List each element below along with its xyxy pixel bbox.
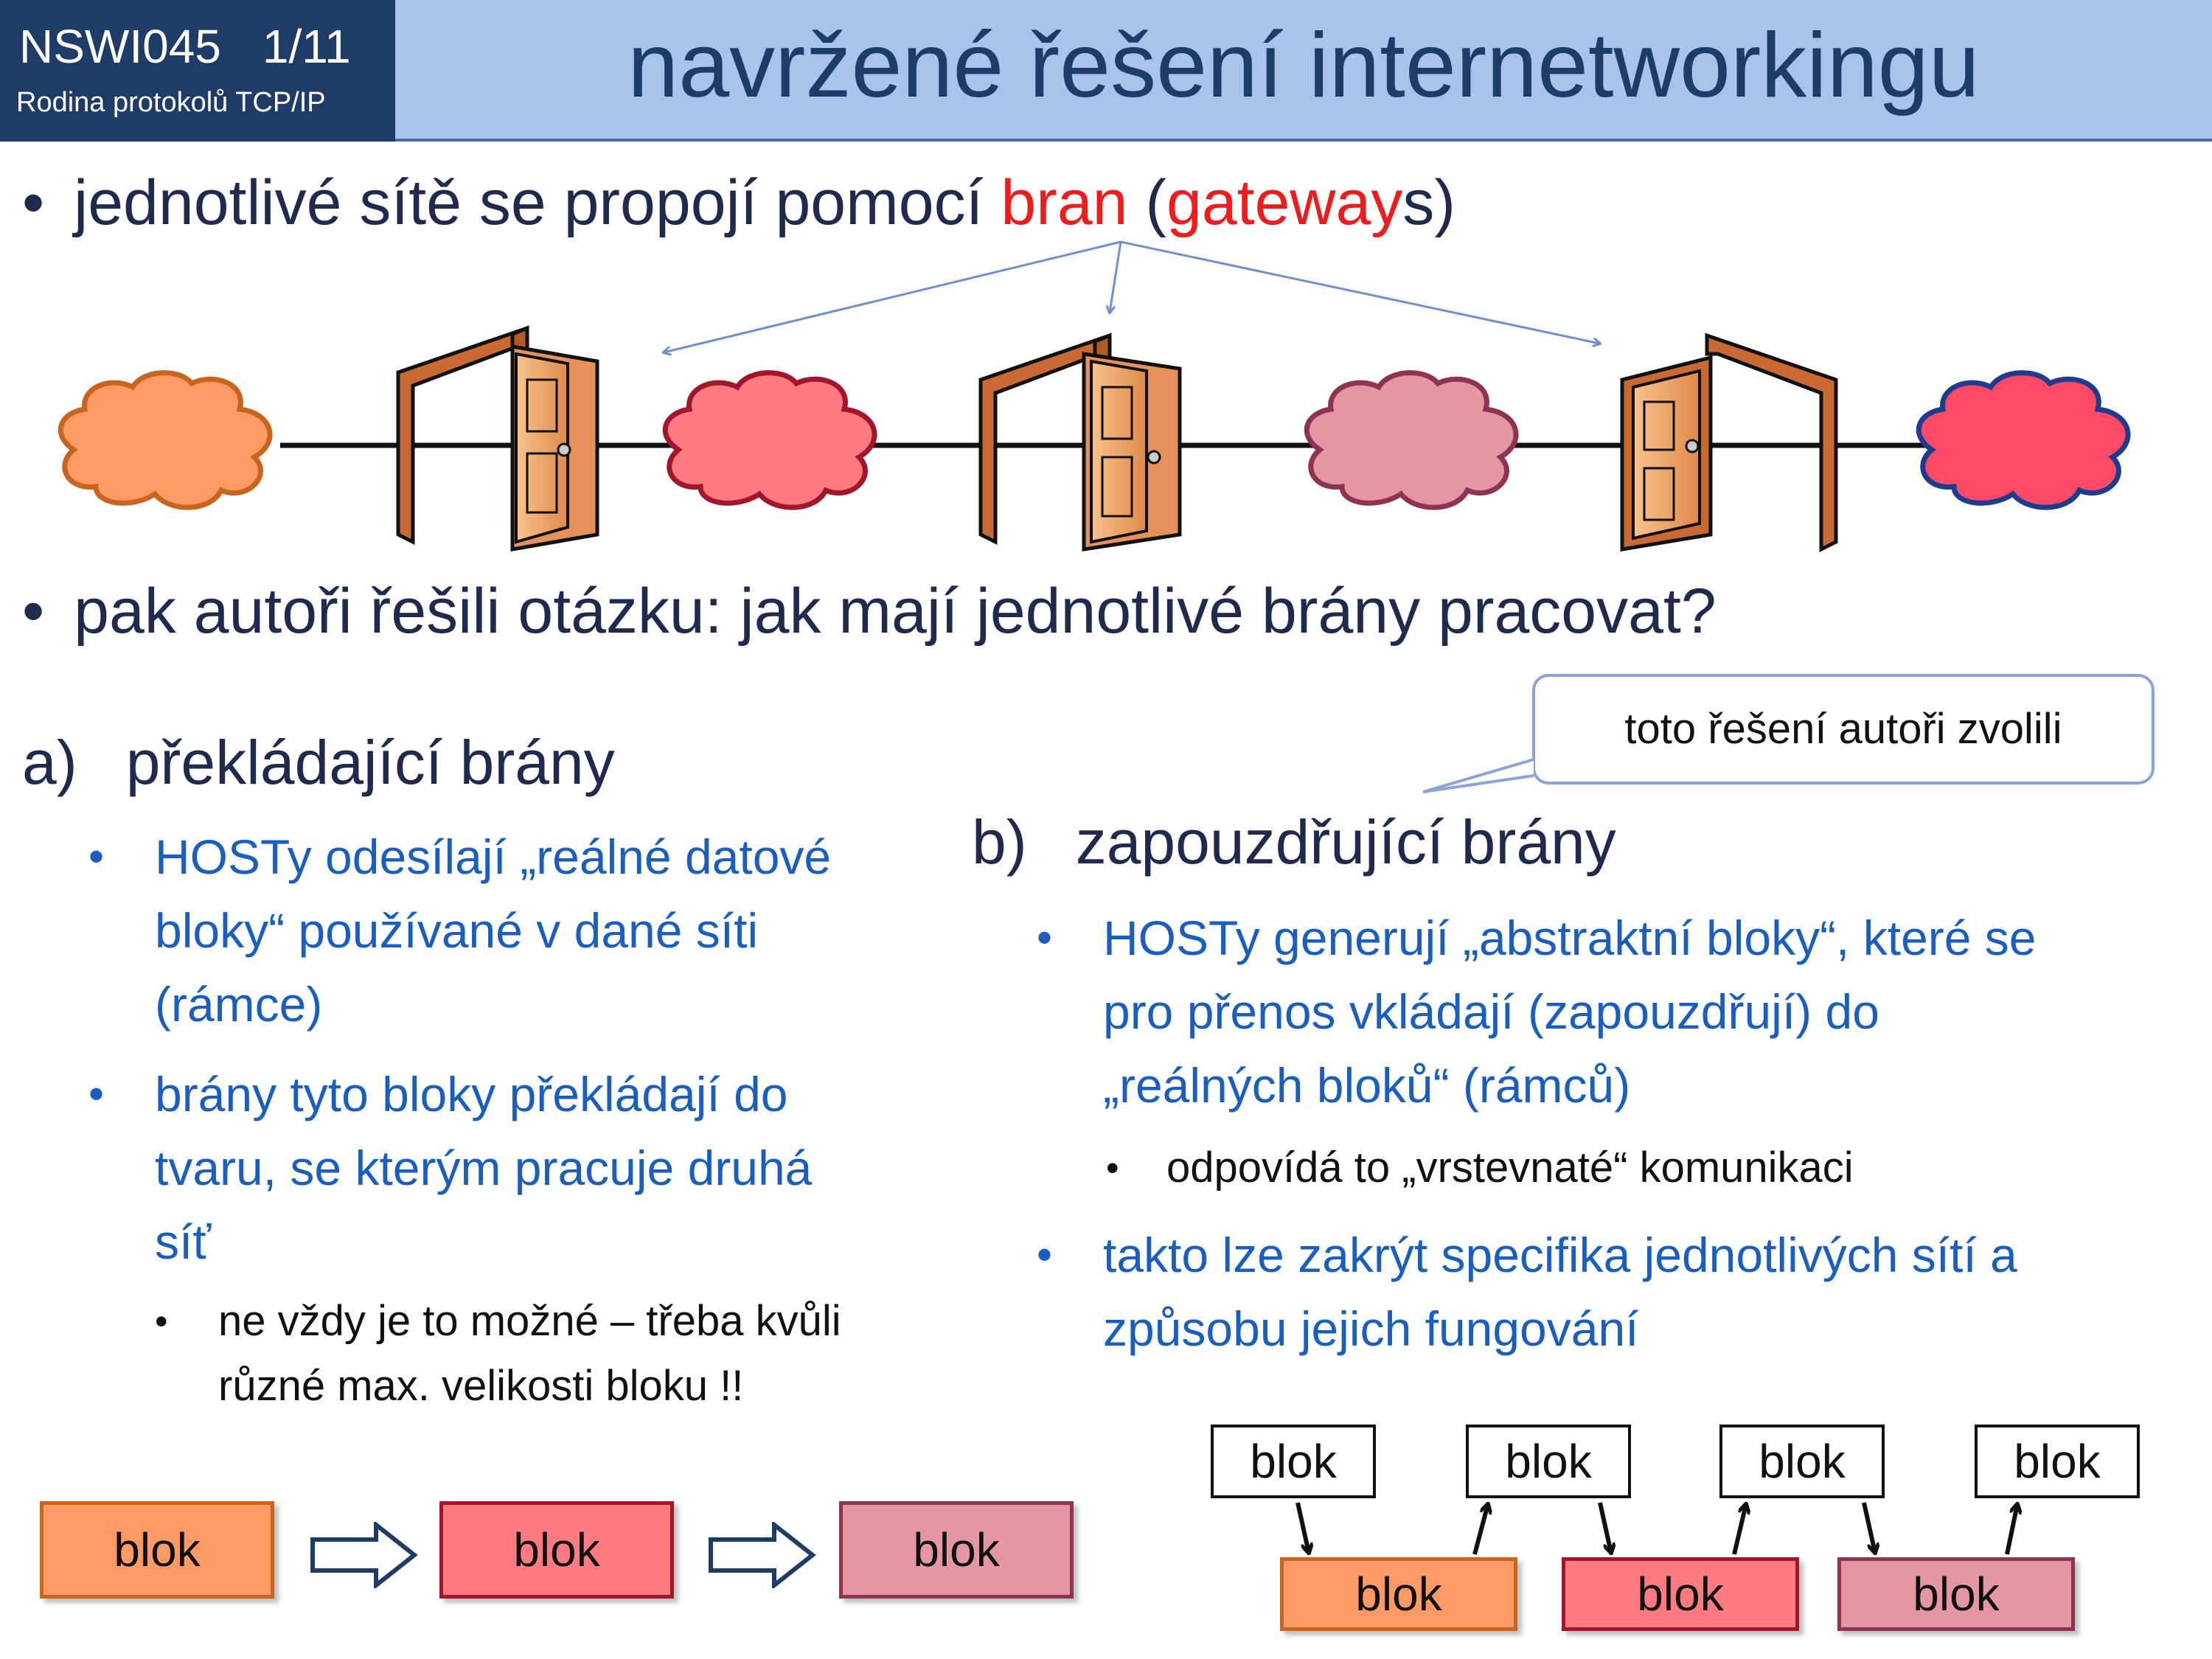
callout-pointer <box>1401 730 1548 804</box>
point-lines <box>155 820 831 1041</box>
bullet-dot: • <box>1037 1230 1053 1279</box>
cloud-network-4 <box>1919 373 2128 508</box>
line: ne vždy je to možné – třeba kvůli <box>218 1297 841 1345</box>
point-lines <box>1103 1218 2017 1366</box>
section-a-title: překládající brány <box>125 728 615 797</box>
bullet-dot: • <box>155 1301 168 1342</box>
slide-number: 1/11 <box>262 20 351 73</box>
block-label: blok <box>1913 1568 2000 1621</box>
frame-block-1 <box>1280 1557 1517 1631</box>
frame-block-2 <box>1562 1557 1799 1631</box>
section-b-title: zapouzdřující brány <box>1075 807 1616 877</box>
line: takto lze zakrýt specifika jednotlivých sítí a <box>1103 1228 2017 1282</box>
section-b-letter: b) <box>972 807 1027 877</box>
block-label: blok <box>1505 1435 1592 1488</box>
block-label: blok <box>1250 1435 1337 1488</box>
highlight-gateway: gateway <box>1166 167 1403 238</box>
gateway-door-3-icon <box>1622 335 1836 549</box>
bullet-dot: • <box>22 576 45 647</box>
line: bloky“ používané v dané síti <box>155 903 759 958</box>
course-code <box>19 19 351 74</box>
block-label: blok <box>1355 1568 1442 1621</box>
bullet-dot: • <box>1037 913 1053 962</box>
translate-arrow-1-icon <box>310 1522 420 1588</box>
subpoint-text: odpovídá to „vrstevnaté“ komunikaci <box>1166 1144 1854 1192</box>
block-label: blok <box>1759 1435 1846 1488</box>
line: tvaru, se kterým pracuje druhá <box>155 1141 813 1195</box>
block-label: blok <box>513 1523 600 1576</box>
highlight-bran: bran <box>1001 167 1128 238</box>
abstract-block-2 <box>1466 1425 1631 1498</box>
bullet-question <box>22 575 1717 648</box>
cloud-network-1 <box>60 373 270 508</box>
abstract-block-4 <box>1975 1425 2140 1498</box>
line: „reálných bloků“ (rámců) <box>1103 1058 1631 1113</box>
bullet-dot: • <box>88 1069 105 1119</box>
block-label: blok <box>913 1523 1000 1576</box>
bullet-dot: • <box>1106 1147 1119 1189</box>
line: (rámce) <box>155 977 323 1032</box>
block-label: blok <box>1637 1568 1724 1621</box>
block-network-2 <box>439 1501 674 1599</box>
cloud-network-3 <box>1307 373 1516 508</box>
line: HOSTy generují „abstraktní bloky“, které se <box>1103 911 2037 965</box>
subpoint-lines <box>218 1289 841 1419</box>
line: brány tyto bloky překládají do <box>155 1067 788 1121</box>
block-network-1 <box>40 1501 274 1599</box>
block-network-3 <box>839 1501 1074 1599</box>
translate-arrow-2-icon <box>708 1522 818 1588</box>
abstract-block-3 <box>1719 1425 1885 1498</box>
header-course-panel <box>0 0 395 142</box>
point-lines <box>155 1057 812 1279</box>
section-b-heading <box>972 807 1616 878</box>
bullet-dot: • <box>88 832 105 881</box>
cloud-network-2 <box>665 373 874 508</box>
bullet-text: jednotlivé sítě se propojí pomocí <box>74 167 1001 238</box>
paren-open: ( <box>1127 167 1167 238</box>
line: síť <box>155 1214 212 1269</box>
section-a-letter: a) <box>22 728 77 797</box>
gateway-door-2-icon <box>981 335 1180 549</box>
bullet-text: pak autoři řešili otázku: jak mají jednotlivé brány pracovat? <box>74 576 1717 647</box>
abstract-block-1 <box>1211 1425 1376 1498</box>
section-a-heading <box>22 727 615 799</box>
course-code-text: NSWI045 <box>19 20 221 73</box>
line: způsobu jejich fungování <box>1103 1301 1639 1356</box>
gateway-door-1-icon <box>398 328 597 549</box>
gateway-arrows <box>664 242 1600 352</box>
frame-block-3 <box>1837 1557 2075 1631</box>
line: pro přenos vkládají (zapouzdřují) do <box>1103 984 1879 1039</box>
point-lines <box>1103 901 2037 1122</box>
slide-title: navržené řešení internetworkingu <box>627 15 1980 116</box>
course-subtitle: Rodina protokolů TCP/IP <box>16 87 326 118</box>
block-label: blok <box>2014 1435 2101 1488</box>
bullet-dot: • <box>22 167 45 238</box>
network-diagram <box>0 221 2212 560</box>
line: HOSTy odesílají „reálné datové <box>155 830 832 884</box>
encapsulation-arrows <box>1253 1497 2065 1563</box>
paren-close: s) <box>1402 167 1456 238</box>
block-label: blok <box>114 1523 201 1576</box>
line: různé max. velikosti bloku !! <box>218 1362 744 1410</box>
title-bar <box>395 0 2212 142</box>
callout-chosen-solution: toto řešení autoři zvolili <box>1532 674 2154 785</box>
